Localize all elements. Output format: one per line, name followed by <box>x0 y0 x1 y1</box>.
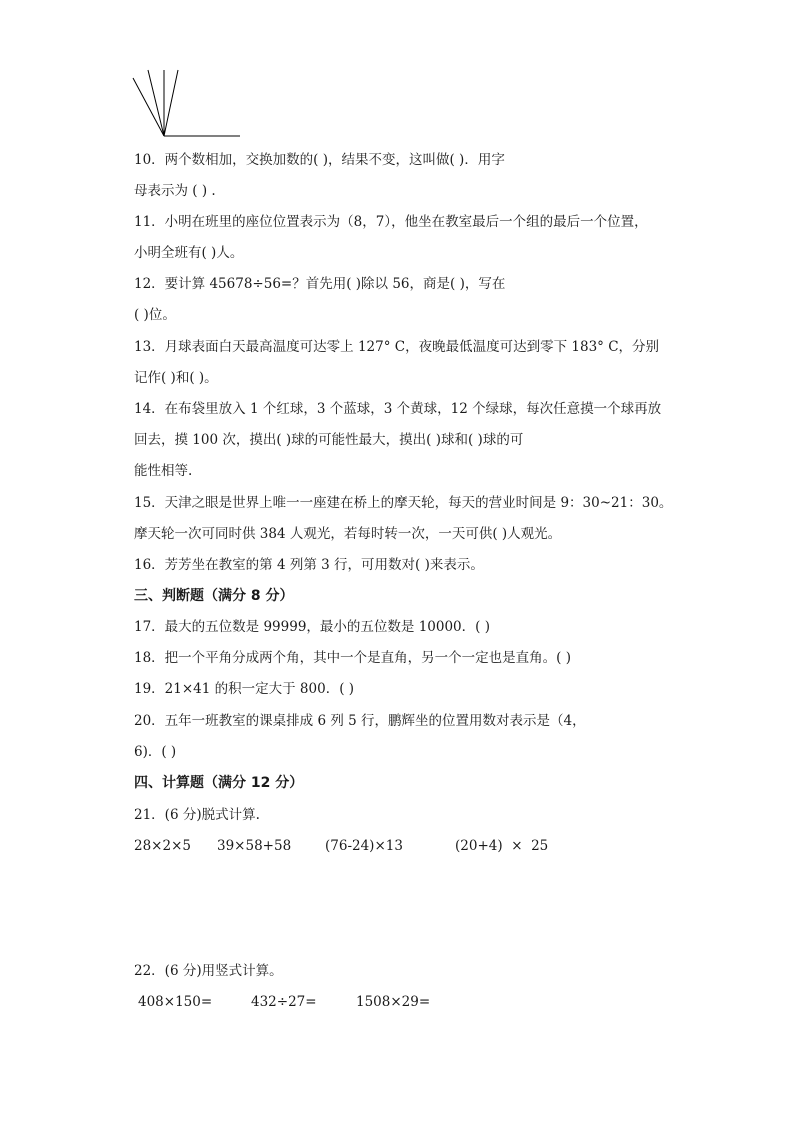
question-22: 22．(6 分)用竖式计算。 <box>134 963 283 979</box>
question-11-line1: 11．小明在班里的座位位置表示为（8，7），他坐在教室最后一个组的最后一个位置， <box>134 214 648 230</box>
q21-expression: 39×58+58 <box>217 838 292 854</box>
question-15-line2: 摩天轮一次可同时供 384 人观光，若每时转一次，一天可供( )人观光。 <box>134 526 562 542</box>
angle-ray <box>148 70 164 136</box>
question-14-line2: 回去，摸 100 次，摸出( )球的可能性最大，摸出( )球和( )球的可 <box>134 432 524 448</box>
question-11-line2: 小明全班有( )人。 <box>134 245 244 261</box>
question-18: 18．把一个平角分成两个角，其中一个是直角，另一个一定也是直角。( ) <box>134 650 572 666</box>
q21-expression: (76-24)×13 <box>325 838 403 854</box>
question-13-line1: 13．月球表面白天最高温度可达零上 127° C，夜晚最低温度可达到零下 183° C，分别 <box>134 339 660 355</box>
angle-ray <box>164 70 178 136</box>
q22-expression: 1508×29= <box>356 994 431 1010</box>
question-12-line2: ( )位。 <box>134 307 176 323</box>
question-13-line2: 记作( )和( )。 <box>134 370 218 386</box>
question-20-line1: 20．五年一班教室的课桌排成 6 列 5 行，鹏辉坐的位置用数对表示是（4， <box>134 713 586 729</box>
q22-expression: 408×150= <box>138 994 213 1010</box>
question-10-line1: 10．两个数相加，交换加数的( )，结果不变，这叫做( )．用字 <box>134 152 505 168</box>
question-12-line1: 12．要计算 45678÷56=？首先用( )除以 56，商是( )，写在 <box>134 276 506 292</box>
angle-figure <box>128 66 248 142</box>
question-16: 16．芳芳坐在教室的第 4 列第 3 行，可用数对( )来表示。 <box>134 557 484 573</box>
question-10-line2: 母表示为 ( ) . <box>134 183 216 199</box>
question-14-line3: 能性相等. <box>134 463 193 479</box>
question-19: 19．21×41 的积一定大于 800．( ) <box>134 681 355 697</box>
question-17: 17．最大的五位数是 99999，最小的五位数是 10000．( ) <box>134 619 490 635</box>
question-21: 21．(6 分)脱式计算. <box>134 807 260 823</box>
q22-expression: 432÷27= <box>251 994 317 1010</box>
q21-expression: (20+4) × 25 <box>455 838 549 854</box>
question-14-line1: 14．在布袋里放入 1 个红球，3 个蓝球，3 个黄球，12 个绿球，每次任意摸一个球再放 <box>134 401 662 417</box>
section-3-heading: 三、判断题（满分 8 分） <box>134 588 294 604</box>
question-20-line2: 6)．( ) <box>134 744 177 760</box>
question-15-line1: 15．天津之眼是世界上唯一一座建在桥上的摩天轮，每天的营业时间是 9：30~21：30。 <box>134 495 673 511</box>
q21-expression: 28×2×5 <box>134 838 191 854</box>
angle-ray <box>133 78 164 136</box>
section-4-heading: 四、计算题（满分 12 分） <box>134 775 304 791</box>
